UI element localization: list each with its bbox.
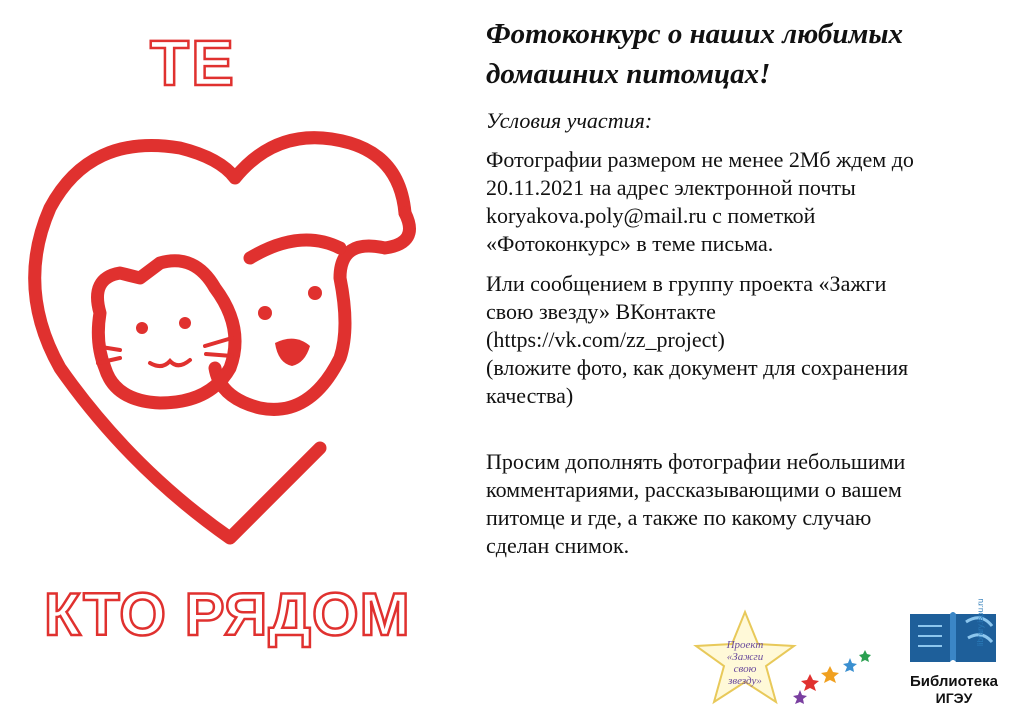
dog-nose (275, 339, 310, 366)
paragraph-vk: Или сообщением в группу проекта «Зажги свою звезду» ВКонтакте (https://vk.com/zz_project) (вложите фото, как документ для сохранения качества) (486, 271, 909, 408)
cat-mouth (150, 360, 190, 366)
paragraph-email: Фотографии размером не менее 2Мб ждем до 20.11.2021 на адрес электронной почты koryakova.poly@mail.ru с пометкой «Фотоконкурс» в теме письма. (486, 147, 914, 256)
heart-pets-logo (10, 118, 440, 568)
library-logo (904, 598, 1004, 706)
star-text-1: Проект (726, 639, 764, 651)
contest-text (486, 14, 1006, 560)
cat-head (98, 261, 236, 403)
dog-ear (250, 240, 340, 258)
library-name: Библиотека (910, 673, 998, 690)
headline-line-2: домашних питомцах! (486, 58, 771, 90)
library-url: library.ispu.ru (976, 598, 985, 646)
star-text-4: звезду» (728, 675, 762, 687)
star-text-3: свою (733, 663, 757, 675)
title-te: ТЕ (150, 27, 236, 99)
book-icon (906, 608, 1002, 666)
small-stars (793, 650, 871, 704)
conditions-label: Условия участия: (486, 108, 653, 133)
cat-eye-right (179, 317, 191, 329)
headline (486, 14, 1006, 94)
project-star-logo (690, 604, 880, 714)
headline-line-1: Фотоконкурс о наших любимых (486, 18, 903, 50)
star-text-2: «Зажги (726, 651, 764, 663)
cat-eye-left (136, 322, 148, 334)
dog-eye-left (258, 306, 272, 320)
paragraph-comments: Просим дополнять фотографии небольшими комментариями, рассказывающими о вашем питомце и где, а также по какому случаю сделан снимок. (486, 449, 906, 558)
title-kto-ryadom: КТО РЯДОМ (44, 581, 411, 648)
dog-eye-right (308, 286, 322, 300)
library-abbr: ИГЭУ (935, 690, 973, 706)
